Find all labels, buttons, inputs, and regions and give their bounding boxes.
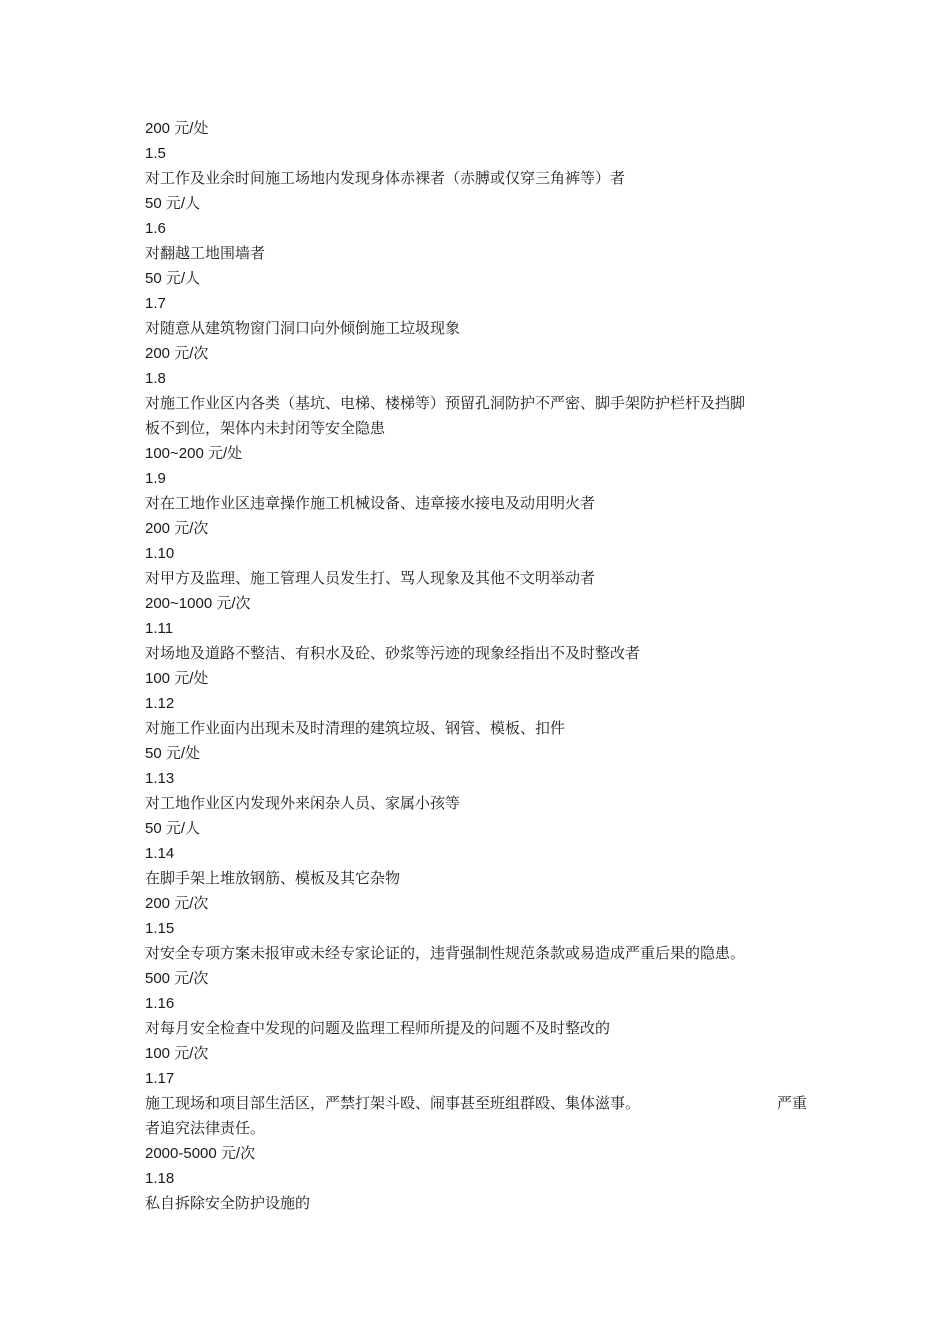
fine-amount: 200 元/次	[145, 895, 209, 912]
item-description: 对工作及业余时间施工场地内发现身体赤裸者（赤膊或仅穿三角裤等）者	[145, 169, 626, 187]
fine-amount: 200 元/处	[145, 120, 209, 137]
item-description: 在脚手架上堆放钢筋、模板及其它杂物	[145, 869, 401, 887]
fine-amount: 2000-5000 元/次	[145, 1145, 256, 1162]
item-number: 1.7	[145, 295, 166, 312]
item-description: 对安全专项方案未报审或未经专家论证的，违背强制性规范条款或易造成严重后果的隐患。	[145, 944, 746, 962]
item-number: 1.17	[145, 1070, 175, 1087]
item-number: 1.9	[145, 470, 166, 487]
item-description: 对在工地作业区违章操作施工机械设备、违章接水接电及动用明火者	[145, 494, 596, 512]
item-description	[145, 1091, 810, 1116]
item-description-continued: 者追究法律责任。	[145, 1119, 266, 1137]
document-body	[145, 116, 810, 1216]
fine-amount: 50 元/人	[145, 820, 201, 837]
item-number: 1.16	[145, 995, 175, 1012]
fine-amount: 100 元/次	[145, 1045, 209, 1062]
item-number: 1.14	[145, 845, 175, 862]
item-description: 对甲方及监理、施工管理人员发生打、骂人现象及其他不文明举动者	[145, 569, 596, 587]
item-description: 对每月安全检查中发现的问题及监理工程师所提及的问题不及时整改的	[145, 1019, 611, 1037]
item-number: 1.10	[145, 545, 175, 562]
fine-amount: 100~200 元/处	[145, 445, 243, 462]
item-description: 对随意从建筑物窗门洞口向外倾倒施工垃圾现象	[145, 319, 461, 337]
fine-amount: 50 元/人	[145, 270, 201, 287]
item-description-part: 严重	[776, 1094, 807, 1112]
fine-amount: 200 元/次	[145, 520, 209, 537]
item-number: 1.12	[145, 695, 175, 712]
fine-amount: 500 元/次	[145, 970, 209, 987]
item-number: 1.18	[145, 1170, 175, 1187]
fine-amount: 200 元/次	[145, 345, 209, 362]
item-number: 1.15	[145, 920, 175, 937]
item-description: 对施工作业面内出现未及时清理的建筑垃圾、钢管、模板、扣件	[145, 719, 566, 737]
item-description: 对翻越工地围墙者	[145, 244, 266, 262]
item-number: 1.8	[145, 370, 166, 387]
item-description: 私自拆除安全防护设施的	[145, 1194, 311, 1212]
fine-amount: 50 元/人	[145, 195, 201, 212]
item-number: 1.13	[145, 770, 175, 787]
item-description: 对工地作业区内发现外来闲杂人员、家属小孩等	[145, 794, 461, 812]
fine-amount: 100 元/处	[145, 670, 209, 687]
item-number: 1.6	[145, 220, 166, 237]
item-description-part: 施工现场和项目部生活区，严禁打架斗殴、闹事甚至班组群殴、集体滋事。	[145, 1094, 641, 1112]
item-description: 对施工作业区内各类（基坑、电梯、楼梯等）预留孔洞防护不严密、脚手架防护栏杆及挡脚	[145, 394, 746, 412]
item-number: 1.11	[145, 620, 174, 637]
item-description-continued: 板不到位，架体内未封闭等安全隐患	[145, 419, 386, 437]
fine-amount: 200~1000 元/次	[145, 595, 251, 612]
item-number: 1.5	[145, 145, 166, 162]
fine-amount: 50 元/处	[145, 745, 201, 762]
item-description: 对场地及道路不整洁、有积水及砼、砂浆等污迹的现象经指出不及时整改者	[145, 644, 641, 662]
